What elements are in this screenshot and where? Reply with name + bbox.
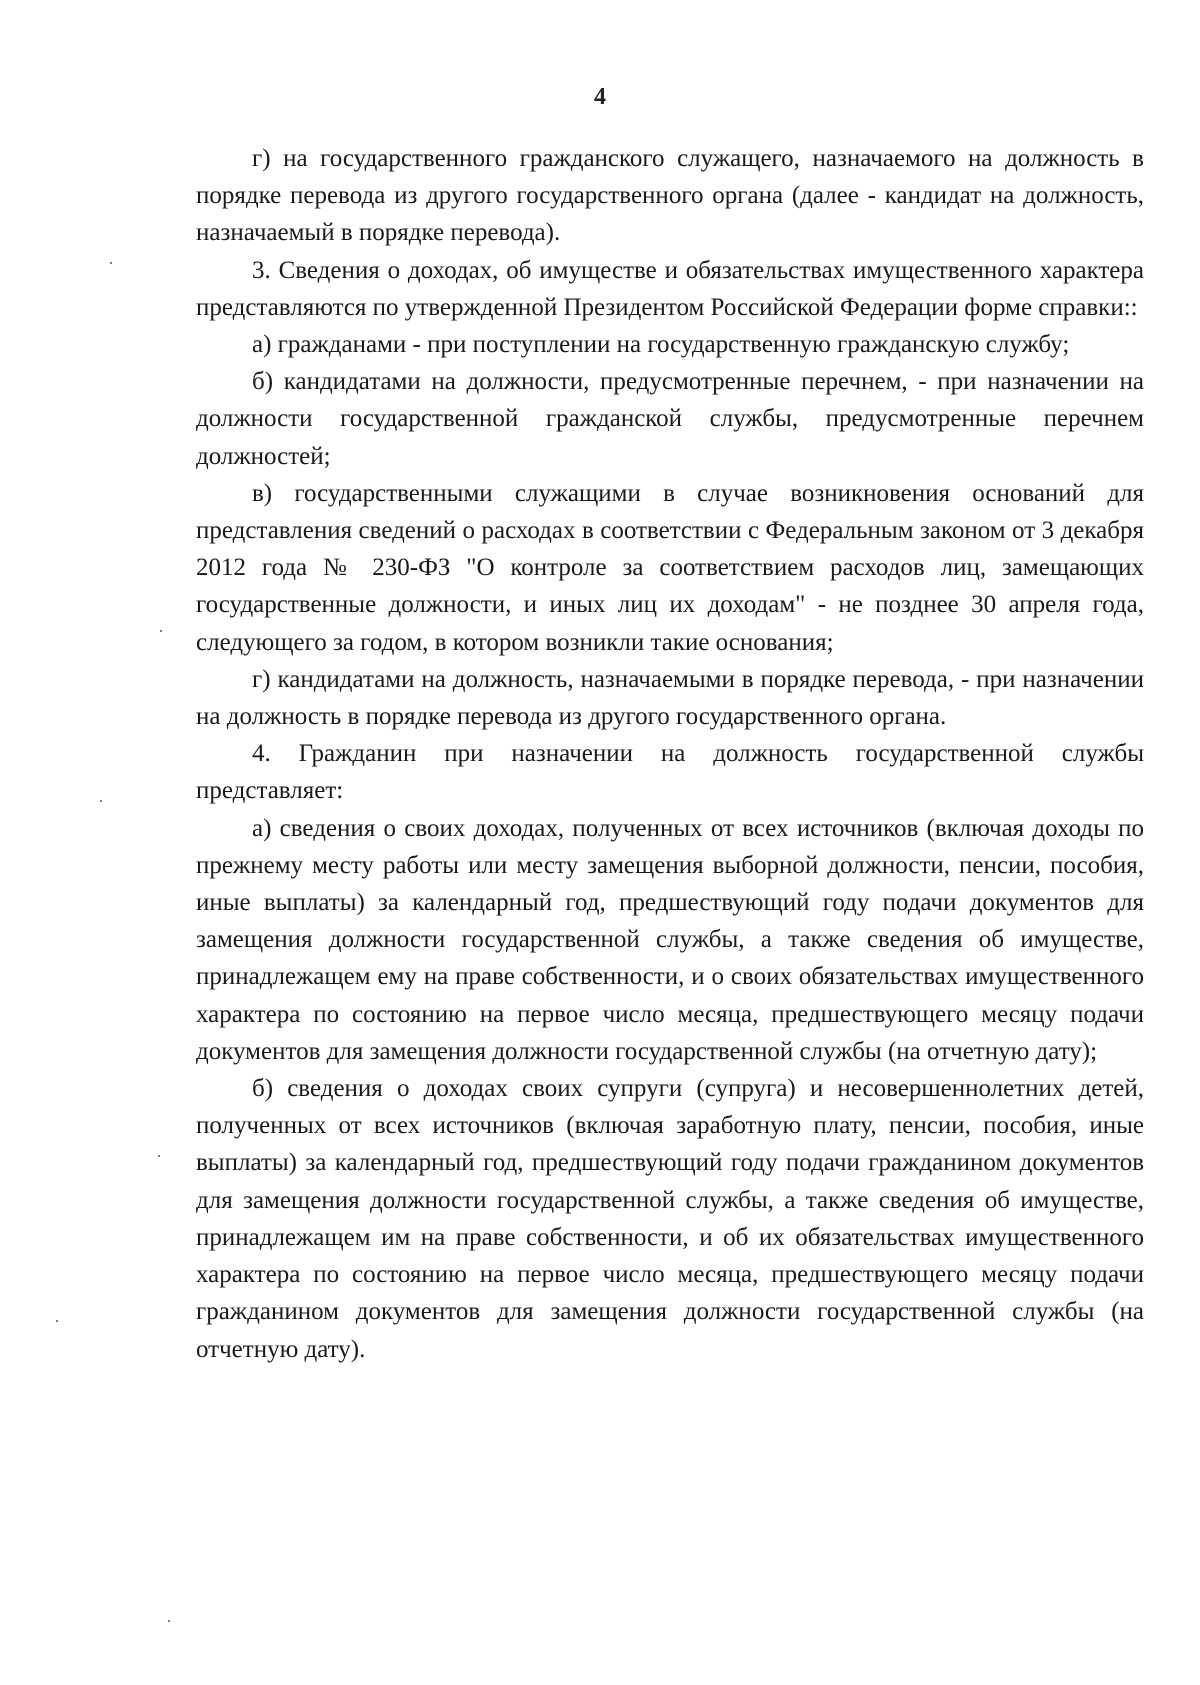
paragraph-5: в) государственными служащими в случае возникновения оснований для представления сведений о расходах в соответствии с Федеральным законом от 3 декабря 2012 года № 230-ФЗ "О контроле за соответствием расходов лиц, замещающих государственные должности, и иных лиц их доходам" - не позднее 30 апреля года, следующего за годом, в котором возникли такие основания; bbox=[196, 479, 1144, 656]
page-number: 4 bbox=[594, 84, 606, 110]
scan-speck bbox=[110, 262, 112, 264]
paragraph-7: 4. Гражданин при назначении на должность государственной службы представляет: bbox=[196, 740, 1144, 805]
scan-speck bbox=[158, 1155, 160, 1157]
scan-speck bbox=[160, 630, 162, 632]
paragraph-6: г) кандидатами на должность, назначаемыми в порядке перевода, - при назначении на должность в порядке перевода из другого государственного органа. bbox=[196, 665, 1144, 731]
scan-speck bbox=[100, 800, 102, 802]
paragraph-3: а) гражданами - при поступлении на государственную гражданскую службу; bbox=[252, 331, 1070, 359]
document-body bbox=[196, 140, 1144, 1368]
paragraph-4: б) кандидатами на должности, предусмотренные перечнем, - при назначении на должности государственной гражданской службы, предусмотренные перечнем должностей; bbox=[196, 368, 1144, 470]
scan-speck bbox=[56, 1320, 58, 1322]
paragraph-8: а) сведения о своих доходах, полученных от всех источников (включая доходы по прежнему месту работы или месту замещения выборной должности, пенсии, пособия, иные выплаты) за календарный год, предшествующий году подачи документов для замещения должности государственной службы, а также сведения об имуществе, принадлежащем ему на праве собственности, и о своих обязательствах имущественного характера по состоянию на первое число месяца, предшествующего месяцу подачи документов для замещения должности государственной службы (на отчетную дату); bbox=[196, 814, 1144, 1065]
paragraph-2: 3. Сведения о доходах, об имуществе и обязательствах имущественного характера представляются по утвержденной Президентом Российской Федерации форме справки:: bbox=[196, 256, 1144, 321]
paragraph-1: г) на государственного гражданского служащего, назначаемого на должность в порядке перевода из другого государственного органа (далее - кандидат на должность, назначаемый в порядке перевода). bbox=[196, 145, 1144, 247]
paragraph-9: б) сведения о доходах своих супруги (супруга) и несовершеннолетних детей, полученных от всех источников (включая заработную плату, пенсии, пособия, иные выплаты) за календарный год, предшествующий году подачи гражданином документов для замещения должности государственной службы, а также сведения об имуществе, принадлежащем им на праве собственности, и об их обязательствах имущественного характера по состоянию на первое число месяца, предшествующего месяцу подачи гражданином документов для замещения должности государственной службы (на отчетную дату). bbox=[196, 1075, 1144, 1363]
scan-speck bbox=[168, 1620, 170, 1622]
